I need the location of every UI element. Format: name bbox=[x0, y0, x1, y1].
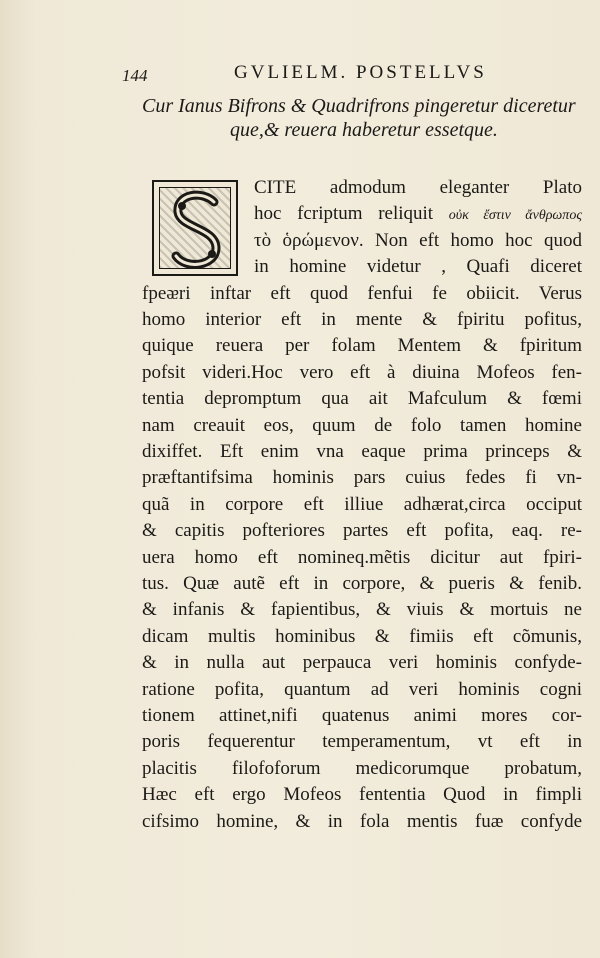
text-line-main: hoc fcriptum reliquit bbox=[254, 203, 434, 225]
text-line: quã in corpore eft illiue adhærat,circa occiput bbox=[142, 493, 582, 515]
text-line: dixiffet. Eft enim vna eaque prima princeps & bbox=[142, 441, 582, 462]
text-line: tionem attinet,nifi quatenus animi mores cor- bbox=[142, 705, 582, 726]
text-line: tentia depromptum qua ait Mafculum & fœmi bbox=[142, 388, 582, 410]
chapter-heading bbox=[142, 94, 582, 142]
text-line: & capitis pofteriores partes eft pofita, eaq. re- bbox=[142, 520, 582, 542]
initial-letter-s-icon bbox=[162, 188, 232, 272]
text-line: dicam multis hominibus & fimiis eft cõmunis, bbox=[142, 625, 582, 647]
text-line: ratione pofita, quantum ad veri hominis cogni bbox=[142, 678, 582, 700]
text-line: & in nulla aut perpauca veri hominis confyde- bbox=[142, 652, 582, 674]
running-head bbox=[122, 62, 522, 88]
text-line: in homine videtur , Quafi diceret bbox=[254, 256, 582, 278]
text-line bbox=[254, 200, 582, 228]
text-line: & infanis & fapientibus, & viuis & mortuis ne bbox=[142, 599, 582, 621]
text-line: quique reuera per folam Mentem & fpiritum bbox=[142, 335, 582, 357]
text-line: uera homo eft nomineq.mẽtis dicitur aut fpiri- bbox=[142, 546, 582, 568]
greek-phrase: οὐκ ἔστιν ἄνθρωπος bbox=[448, 208, 583, 224]
text-line: cifsimo homine, & in fola mentis fuæ confyde bbox=[142, 810, 582, 832]
text-line: tus. Quæ autẽ eft in corpore, & pueris & fenib. bbox=[142, 573, 582, 594]
text-line: præftantifsima hominis pars cuius fedes fi vn- bbox=[142, 467, 582, 489]
page-number: 144 bbox=[122, 66, 148, 85]
text-line: pofsit videri.Hoc vero eft à diuina Mofeos fen- bbox=[142, 361, 582, 383]
text-line: homo interior eft in mente & fpiritu pofitus, bbox=[142, 309, 582, 330]
text-line: CITE admodum eleganter Plato bbox=[254, 177, 582, 198]
decorated-initial-icon bbox=[152, 180, 238, 276]
text-line: τὸ ὁρώμενον. Non eft homo hoc quod bbox=[254, 229, 582, 251]
text-line: nam creauit eos, quum de folo tamen homine bbox=[142, 414, 582, 436]
running-title: GVLIELM. POSTELLVS bbox=[234, 62, 487, 83]
heading-line-2: que,& reuera haberetur essetque. bbox=[230, 119, 498, 141]
text-line: placitis filofoforum medicorumque probatum, bbox=[142, 757, 582, 779]
text-line: fpeᴂri inftar eft quod fenfui fe obiicit. Verus bbox=[142, 282, 582, 304]
text-line: poris fequerentur temperamentum, vt eft in bbox=[142, 731, 582, 753]
text-line: Hæc eft ergo Mofeos fententia Quod in fimpli bbox=[142, 784, 582, 806]
heading-line-1: Cur Ianus Bifrons & Quadrifrons pingeretur diceretur bbox=[142, 95, 576, 117]
